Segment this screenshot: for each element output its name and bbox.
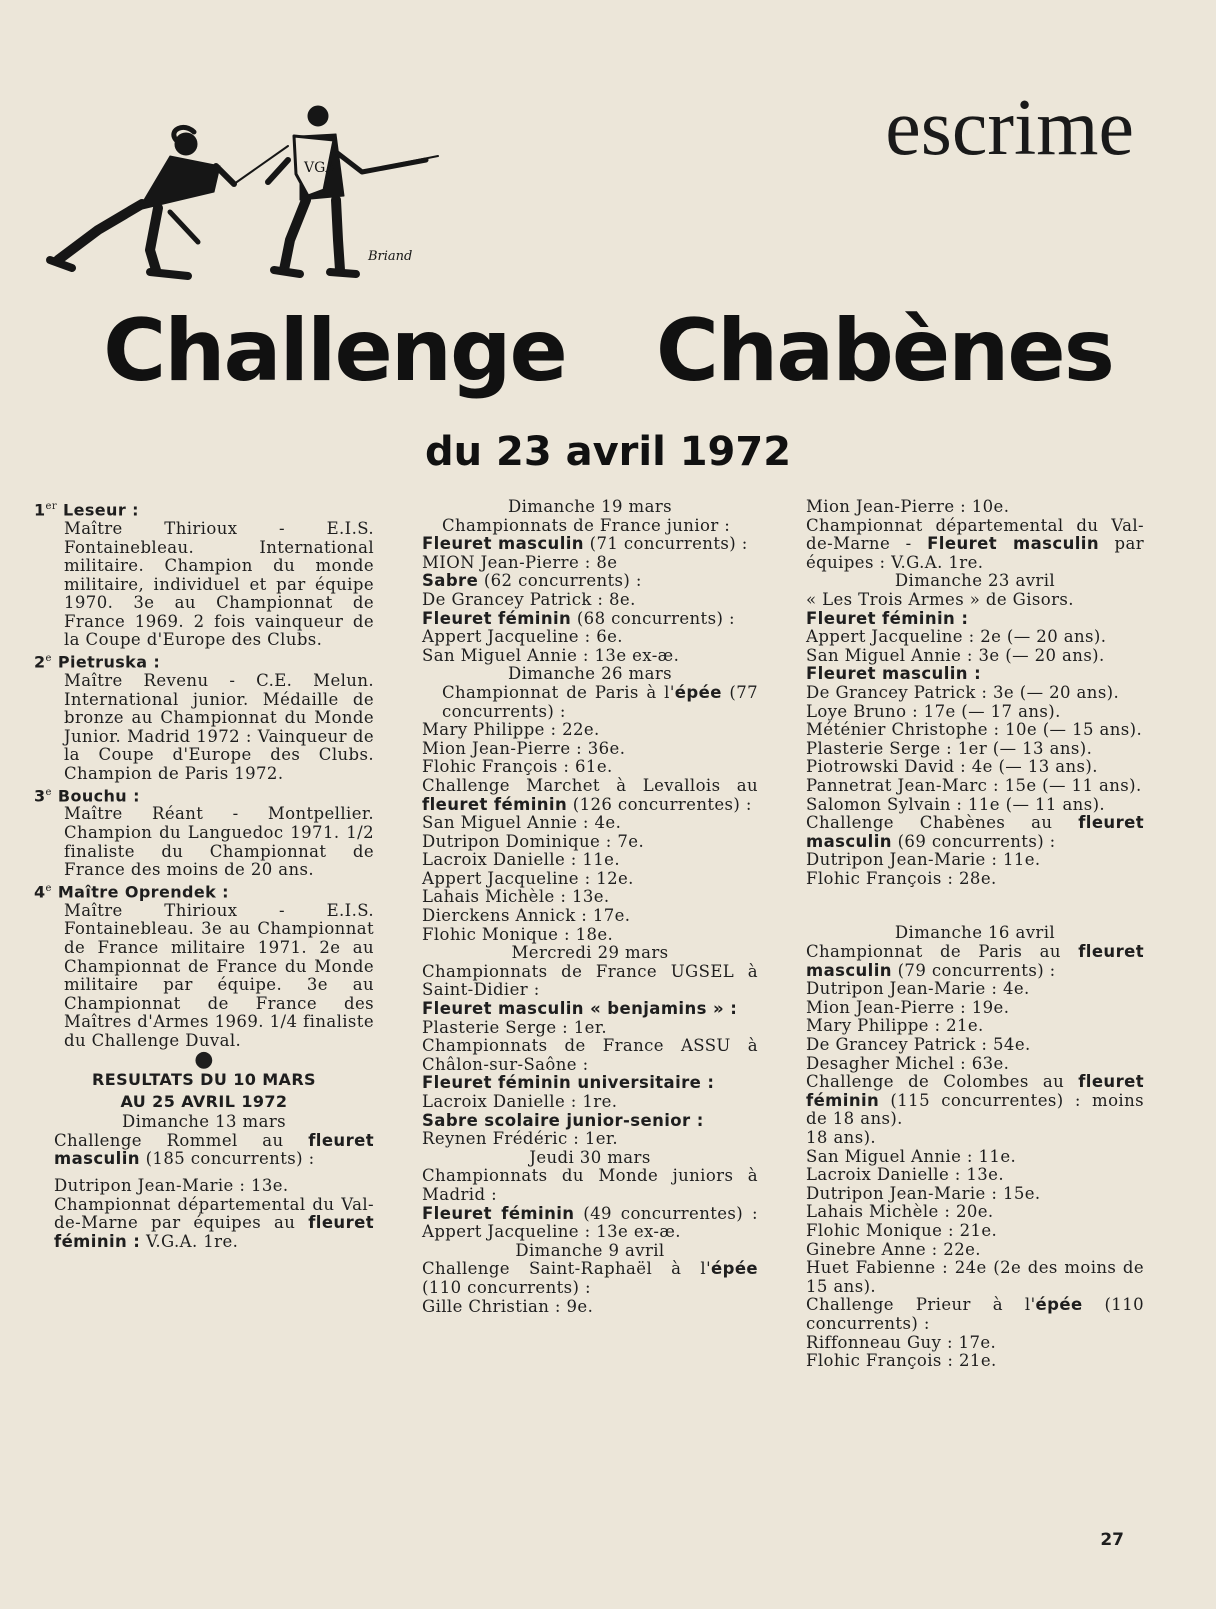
result-line [34, 1196, 374, 1252]
result-line: Flohic François : 61e. [422, 757, 613, 777]
bullet-separator: ● [194, 1046, 214, 1072]
weapon: épée [674, 682, 722, 702]
result-line [422, 572, 758, 591]
text: V.G.A. 1re. [140, 1231, 239, 1251]
weapon: Fleuret féminin universitaire : [422, 1073, 715, 1093]
text: (126 concurrentes) : [567, 794, 752, 814]
result-line: Flohic François : 28e. [806, 868, 997, 888]
weapon: épée [711, 1259, 758, 1279]
title-word-1: Challenge [103, 301, 566, 401]
rank-4 [34, 880, 374, 902]
result-line: Appert Jacqueline : 2e (— 20 ans). [806, 627, 1107, 647]
weapon: Fleuret masculin [927, 534, 1099, 554]
results-heading-2: AU 25 AVRIL 1972 [120, 1092, 288, 1112]
result-line [422, 1074, 758, 1093]
rank-number: 2 [34, 652, 46, 672]
weapon: fleuret féminin : [54, 1213, 374, 1251]
result-line [422, 535, 758, 554]
weapon: Fleuret masculin [422, 534, 584, 554]
page-number: 27 [1100, 1530, 1124, 1550]
result-line: Salomon Sylvain : 11e (— 11 ans). [806, 794, 1106, 814]
result-line [806, 610, 1144, 629]
result-line: Flohic François : 21e. [806, 1351, 997, 1371]
text: (71 concurrents) : [583, 534, 748, 554]
fencers-illustration [38, 100, 448, 285]
weapon: Fleuret féminin : [806, 608, 969, 628]
day-heading: Dimanche 23 avril [894, 571, 1056, 591]
result-line [806, 943, 1144, 980]
result-line: Dutripon Jean-Marie : 13e. [54, 1175, 289, 1195]
text: (77 concurrents) : [442, 682, 759, 721]
text: (49 concurrentes) : Appert Jacqueline : 13e ex-æ. [422, 1203, 758, 1242]
page-subtitle: du 23 avril 1972 [424, 429, 792, 475]
text: Championnat départemental du Val-de-Marne par équipes au [54, 1194, 374, 1233]
text: (185 concurrents) : [139, 1149, 315, 1169]
result-line: Flohic Monique : 18e. [422, 924, 614, 944]
result-line [422, 1260, 758, 1297]
weapon: Fleuret féminin [422, 608, 572, 628]
result-line [806, 814, 1144, 851]
result-line [422, 684, 758, 721]
result-line [806, 1296, 1144, 1333]
result-line [422, 777, 758, 814]
result-line: « Les Trois Armes » de Gisors. [806, 589, 1074, 609]
result-line [806, 1073, 1144, 1129]
rank-name: Maître Oprendek : [57, 882, 229, 902]
text: (110 concurrents) : [422, 1277, 591, 1297]
result-line: San Miguel Annie : 4e. [422, 813, 622, 833]
weapon: Fleuret masculin : [806, 664, 982, 684]
result-line: Mary Philippe : 22e. [422, 720, 600, 740]
result-line [806, 665, 1144, 684]
result-line: Appert Jacqueline : 6e. [422, 627, 623, 647]
text: (62 concurrents) : [478, 571, 642, 591]
result-line: Dutripon Jean-Marie : 11e. [806, 850, 1041, 870]
result-line: Gille Christian : 9e. [422, 1296, 594, 1316]
result-line [422, 610, 758, 629]
result-line: Championnats de France UGSEL à Saint-Didier : [422, 961, 758, 1000]
result-line: Ginebre Anne : 22e. [806, 1239, 981, 1259]
rank-name: Bouchu : [57, 785, 140, 805]
result-line: Plasterie Serge : 1er. [422, 1017, 607, 1037]
result-line: Loye Bruno : 17e (— 17 ans). [806, 701, 1061, 721]
column-3 [806, 498, 1144, 1371]
text: Challenge de Colombes au [806, 1072, 1079, 1092]
text: (110 concurrents) : [806, 1295, 1144, 1333]
rank-1-text: Maître Thirioux - E.I.S. Fontainebleau. International militaire. Champion du monde militaire, individuel et par équipe 1970. 3e au Championnat de France 1969. 2 fois vainqueur de la Coupe d'Europe des Clubs. [64, 518, 374, 650]
weapon: fleuret masculin [806, 813, 1144, 851]
result-line: Mion Jean-Pierre : 10e. [806, 497, 1010, 516]
result-line: 18 ans). [806, 1128, 877, 1147]
text: (68 concurrents) : [571, 608, 735, 628]
rank-name: Pietruska : [57, 652, 161, 672]
text: Championnat de Paris à l' [442, 682, 675, 702]
section-title: escrime [885, 84, 1134, 172]
text: Challenge Prieur à l' [806, 1295, 1036, 1315]
result-line: Lacroix Danielle : 11e. [422, 850, 620, 870]
weapon: fleuret masculin [806, 942, 1144, 980]
result-line: Reynen Frédéric : 1er. [422, 1129, 619, 1149]
rank-3 [34, 784, 374, 806]
page-title [0, 301, 1216, 401]
rank-suffix: er [45, 501, 58, 512]
artist-signature: Briand [368, 249, 413, 264]
result-line: Championnats de France junior : [442, 515, 731, 535]
result-line [422, 1205, 758, 1242]
result-line: Dierckens Annick : 17e. [422, 906, 631, 926]
result-line: Plasterie Serge : 1er (— 13 ans). [806, 738, 1093, 758]
rank-number: 3 [34, 785, 46, 805]
text: (115 concurrentes) : moins de 18 ans). [806, 1090, 1144, 1129]
text: par équipes : V.G.A. 1re. [806, 534, 1144, 572]
text: Championnat départemental du Val-de-Marne - [806, 515, 1144, 554]
result-line: Piotrowski David : 4e (— 13 ans). [806, 757, 1098, 777]
text: Challenge Chabènes au [806, 813, 1079, 833]
result-line: Dutripon Jean-Marie : 4e. [806, 979, 1030, 999]
result-line: Riffonneau Guy : 17e. [806, 1332, 997, 1352]
day-heading: Jeudi 30 mars [529, 1147, 651, 1167]
result-line [806, 517, 1144, 573]
text: (69 concurrents) : [891, 831, 1056, 851]
result-line: Pannetrat Jean-Marc : 15e (— 11 ans). [806, 775, 1142, 795]
day-heading: Mercredi 29 mars [511, 943, 669, 963]
day-heading: Dimanche 26 mars [508, 664, 672, 684]
day-heading: Dimanche 13 mars [122, 1112, 286, 1132]
result-line: Méténier Christophe : 10e (— 15 ans). [806, 720, 1143, 740]
day-heading: Dimanche 19 mars [508, 497, 672, 516]
result-line: Lacroix Danielle : 1re. [422, 1092, 618, 1111]
weapon: fleuret féminin [806, 1072, 1144, 1110]
result-line: Dutripon Dominique : 7e. [422, 831, 645, 851]
result-line: De Grancey Patrick : 3e (— 20 ans). [806, 682, 1120, 702]
rank-1 [34, 498, 374, 520]
result-line: Championnats de France ASSU à Châlon-sur-Saône : [422, 1036, 758, 1074]
result-line: MION Jean-Pierre : 8e [422, 552, 618, 572]
column-2 [422, 498, 758, 1316]
day-heading: Dimanche 16 avril [894, 923, 1056, 943]
column-1 [34, 498, 374, 1251]
text: Championnat de Paris au [806, 942, 1079, 962]
result-line: Flohic Monique : 21e. [806, 1220, 998, 1240]
result-line: Lahais Michèle : 13e. [422, 887, 610, 907]
result-line: San Miguel Annie : 11e. [806, 1146, 1017, 1166]
text: (79 concurrents) : [891, 960, 1056, 980]
shield-letters: VGA [304, 160, 336, 176]
result-line: San Miguel Annie : 3e (— 20 ans). [806, 645, 1105, 665]
text: Challenge Saint-Raphaël à l' [422, 1259, 712, 1279]
result-line: Huet Fabienne : 24e (2e des moins de 15 ans). [806, 1258, 1144, 1296]
title-word-2: Chabènes [655, 301, 1113, 401]
weapon: épée [1035, 1295, 1083, 1315]
result-line [422, 1112, 758, 1131]
weapon: fleuret féminin [422, 794, 568, 814]
result-line [422, 1000, 758, 1019]
rank-2-text: Maître Revenu - C.E. Melun. International junior. Médaille de bronze au Championnat du Monde Junior. Madrid 1972 : Vainqueur de la Coupe d'Europe des Clubs. Champion de Paris 1972. [64, 671, 374, 783]
rank-number: 1 [34, 500, 46, 520]
result-line: De Grancey Patrick : 8e. [422, 589, 636, 609]
result-line: Dutripon Jean-Marie : 15e. [806, 1183, 1041, 1203]
rank-2 [34, 650, 374, 672]
rank-suffix: e [45, 653, 52, 665]
result-line: Desagher Michel : 63e. [806, 1053, 1010, 1073]
result-line: Lacroix Danielle : 13e. [806, 1165, 1004, 1185]
result-line: Mion Jean-Pierre : 36e. [422, 738, 626, 758]
result-line: Championnats du Monde juniors à Madrid : [422, 1166, 758, 1204]
rank-number: 4 [34, 882, 46, 902]
result-line: De Grancey Patrick : 54e. [806, 1035, 1031, 1055]
result-line [34, 1132, 374, 1169]
rank-name: Leseur : [63, 500, 139, 520]
rank-3-text: Maître Réant - Montpellier. Champion du Languedoc 1971. 1/2 finaliste du Championnat de France des moins de 20 ans. [64, 804, 374, 880]
weapon: Fleuret masculin « benjamins » : [422, 999, 738, 1019]
result-line: San Miguel Annie : 13e ex-æ. [422, 645, 680, 665]
rank-suffix: e [45, 882, 52, 894]
result-line: Lahais Michèle : 20e. [806, 1202, 994, 1222]
weapon: Sabre [422, 571, 479, 591]
day-heading: Dimanche 9 avril [515, 1240, 665, 1260]
rank-4-text: Maître Thirioux - E.I.S. Fontainebleau. 3e au Championnat de France militaire 1971. 2e au Championnat de France du Monde militaire par équipe. 3e au Championnat de France des Maîtres d'Armes 1969. 1/4 finaliste du Challenge Duval. [64, 900, 374, 1050]
result-line: Mary Philippe : 21e. [806, 1016, 984, 1036]
weapon: Sabre scolaire junior-senior : [422, 1110, 704, 1130]
result-line: Mion Jean-Pierre : 19e. [806, 997, 1010, 1017]
text: Challenge Rommel au [54, 1130, 309, 1150]
weapon: Fleuret féminin [422, 1203, 575, 1223]
results-heading-1: RESULTATS DU 10 MARS [92, 1070, 316, 1090]
rank-suffix: e [45, 786, 52, 798]
weapon: fleuret masculin [54, 1130, 374, 1169]
text: Challenge Marchet à Levallois au [422, 775, 758, 795]
result-line: Appert Jacqueline : 12e. [422, 868, 634, 888]
